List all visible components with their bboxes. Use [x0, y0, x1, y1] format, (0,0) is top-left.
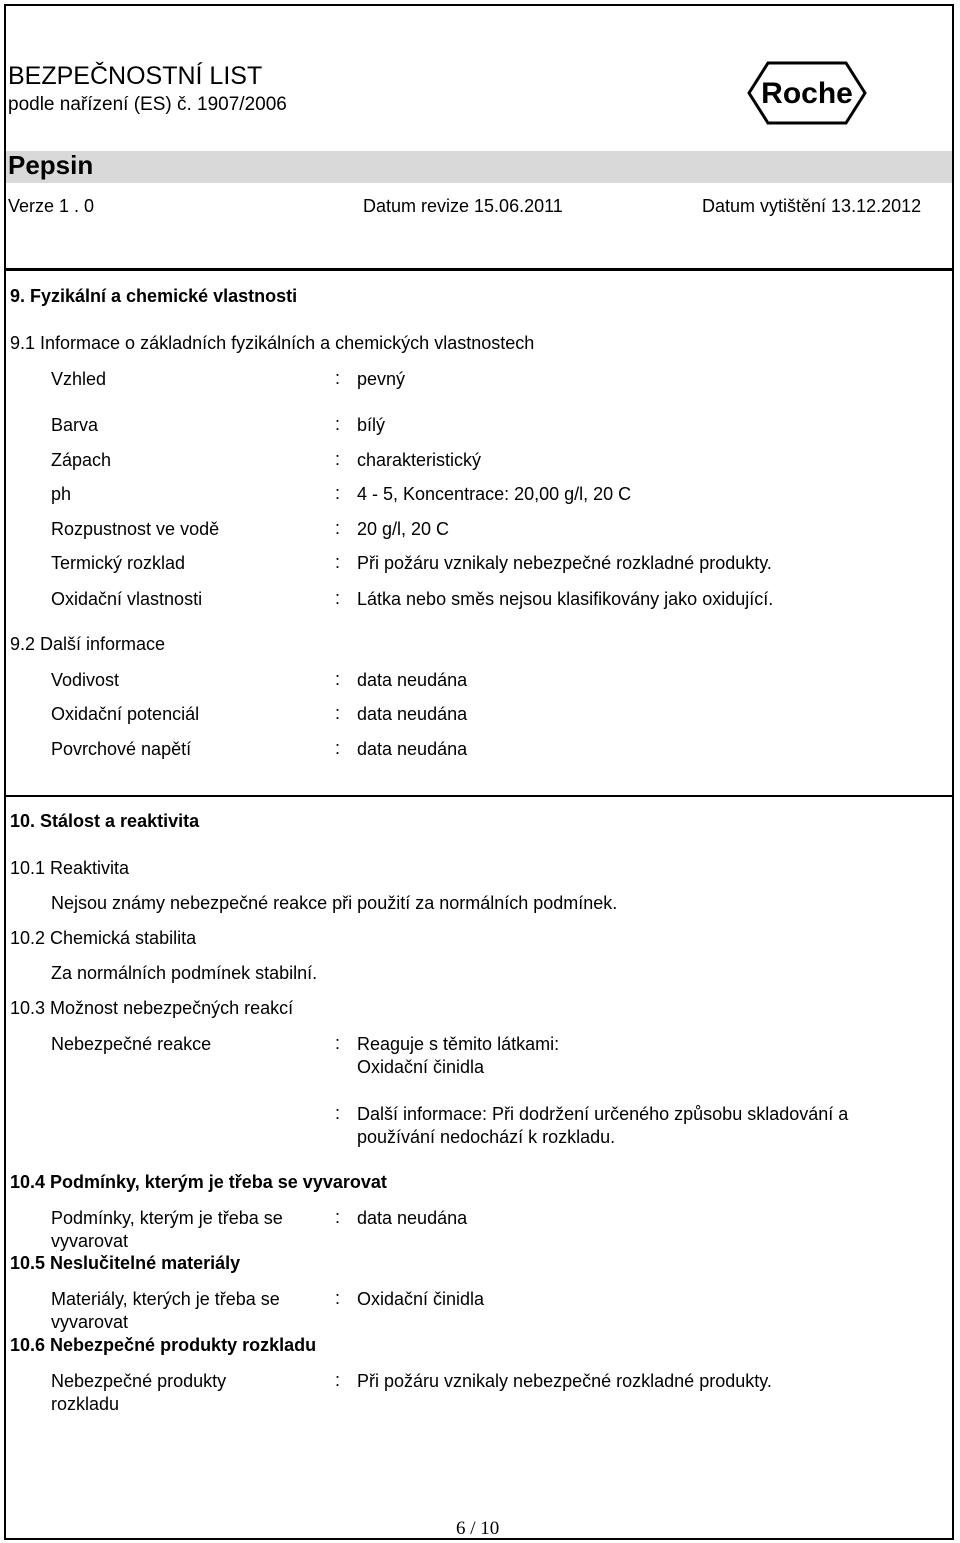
colon: :: [335, 703, 341, 723]
print-date: Datum vytištění 13.12.2012: [702, 196, 922, 216]
section-10-6-title: 10.6 Nebezpečné produkty rozkladu: [10, 1335, 317, 1355]
prop-value: Při požáru vznikaly nebezpečné rozkladné produkty.: [357, 553, 772, 573]
section-10-title: 10. Stálost a reaktivita: [10, 811, 200, 831]
colon: :: [335, 414, 341, 434]
product-name: Pepsin: [8, 150, 94, 180]
colon: :: [335, 588, 341, 608]
prop-value: bílý: [357, 415, 386, 435]
stability-text: Za normálních podmínek stabilní.: [51, 963, 318, 983]
prop-label: Vzhled: [51, 369, 107, 389]
section-divider: [6, 795, 954, 797]
svg-text:Roche: Roche: [761, 77, 853, 110]
revision-date: Datum revize 15.06.2011: [363, 196, 563, 216]
prop-label: vyvarovat: [51, 1312, 129, 1332]
document-title: BEZPEČNOSTNÍ LIST: [8, 62, 263, 90]
colon: :: [335, 1370, 341, 1390]
prop-label: vyvarovat: [51, 1231, 129, 1251]
roche-logo: [746, 60, 868, 126]
version: Verze 1 . 0: [8, 196, 95, 216]
prop-label: Materiály, kterých je třeba se: [51, 1289, 280, 1309]
prop-value: data neudána: [357, 1208, 468, 1228]
colon: :: [335, 518, 341, 538]
colon: :: [335, 552, 341, 572]
document-subtitle: podle nařízení (ES) č. 1907/2006: [8, 94, 287, 115]
colon: :: [335, 483, 341, 503]
section-9-title: 9. Fyzikální a chemické vlastnosti: [10, 286, 298, 306]
prop-value: Látka nebo směs nejsou klasifikovány jako oxidující.: [357, 589, 774, 609]
prop-value: 20 g/l, 20 C: [357, 519, 450, 539]
prop-value: pevný: [357, 369, 406, 389]
colon: :: [335, 368, 341, 388]
section-10-2-title: 10.2 Chemická stabilita: [10, 928, 197, 948]
colon: :: [335, 669, 341, 689]
colon: :: [335, 1288, 341, 1308]
section-divider: [6, 268, 954, 271]
section-9-1-title: 9.1 Informace o základních fyzikálních a chemických vlastnostech: [10, 333, 535, 353]
colon: :: [335, 1033, 341, 1053]
prop-value: data neudána: [357, 670, 468, 690]
prop-value: používání nedochází k rozkladu.: [357, 1127, 616, 1147]
prop-value: data neudána: [357, 739, 468, 759]
colon: :: [335, 1103, 341, 1123]
prop-label: Povrchové napětí: [51, 739, 192, 759]
prop-label: Termický rozklad: [51, 553, 186, 573]
prop-label: Oxidační potenciál: [51, 704, 200, 724]
prop-label: ph: [51, 484, 72, 504]
prop-value: Další informace: Při dodržení určeného způsobu skladování a: [357, 1104, 849, 1124]
prop-value: Oxidační činidla: [357, 1289, 485, 1309]
prop-label: Vodivost: [51, 670, 120, 690]
section-9-2-title: 9.2 Další informace: [10, 634, 166, 654]
colon: :: [335, 1207, 341, 1227]
section-10-4-title: 10.4 Podmínky, kterým je třeba se vyvarovat: [10, 1172, 387, 1192]
reactivity-text: Nejsou známy nebezpečné reakce při použití za normálních podmínek.: [51, 893, 618, 913]
prop-label: Nebezpečné produkty: [51, 1371, 227, 1391]
product-band: [6, 151, 952, 183]
prop-label: Rozpustnost ve vodě: [51, 519, 220, 539]
prop-label: Barva: [51, 415, 99, 435]
prop-value: Reaguje s těmito látkami:: [357, 1034, 560, 1054]
prop-label: Oxidační vlastnosti: [51, 589, 203, 609]
colon: :: [335, 738, 341, 758]
prop-value: 4 - 5, Koncentrace: 20,00 g/l, 20 C: [357, 484, 632, 504]
prop-label: Nebezpečné reakce: [51, 1034, 212, 1054]
colon: :: [335, 449, 341, 469]
section-10-3-title: 10.3 Možnost nebezpečných reakcí: [10, 998, 294, 1018]
prop-label: rozkladu: [51, 1394, 120, 1414]
page-number: 6 / 10: [456, 1518, 500, 1539]
section-10-5-title: 10.5 Neslučitelné materiály: [10, 1253, 241, 1273]
section-10-1-title: 10.1 Reaktivita: [10, 858, 130, 878]
prop-value: Při požáru vznikaly nebezpečné rozkladné produkty.: [357, 1371, 772, 1391]
prop-label: Zápach: [51, 450, 112, 470]
prop-value: charakteristický: [357, 450, 482, 470]
prop-value: Oxidační činidla: [357, 1057, 485, 1077]
prop-value: data neudána: [357, 704, 468, 724]
prop-label: Podmínky, kterým je třeba se: [51, 1208, 283, 1228]
